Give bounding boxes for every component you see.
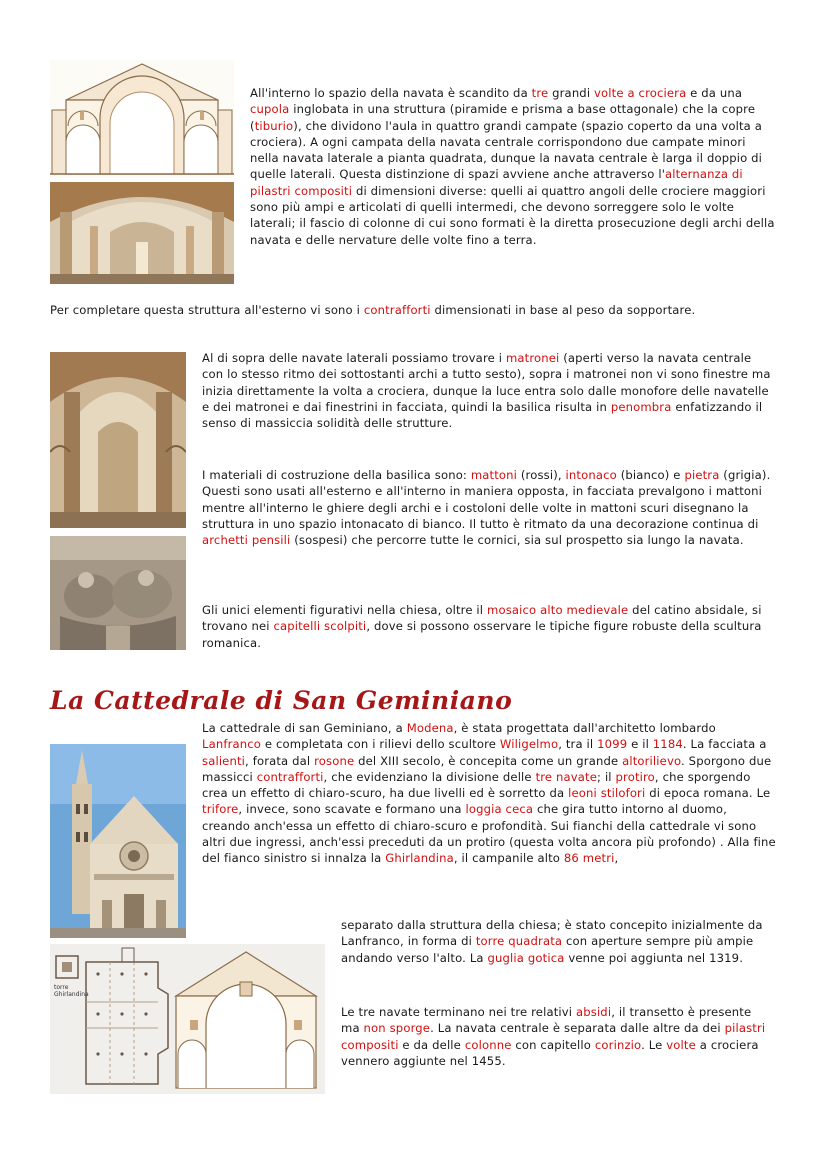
text-segment: . La facciata a [682, 737, 767, 752]
text-segment: del XIII secolo, è concepita come un grande [354, 753, 623, 768]
title-underline [50, 716, 210, 717]
highlighted-term: torre quadrata [475, 934, 563, 949]
text-segment: che gira tutto intorno al duomo, creando anch'essa un effetto di chiaro-scuro e profondità. Sui fianchi della cattedrale vi sono altri due ingressi, anch'essi preceduti da un protiro (questa volta ancora più profondo) . Alla fine del fianco sinistro si innalza la [202, 802, 776, 866]
text-segment: , invece, sono scavate e formano una [238, 802, 466, 817]
highlighted-term: contrafforti [363, 303, 431, 317]
text-segment: ; il [597, 769, 616, 784]
highlighted-term: intonaco [565, 468, 617, 482]
highlighted-term: pilastri compositi [341, 1021, 766, 1052]
text-segment: enfatizzando il senso di massiccia solidità delle strutture. [202, 399, 763, 431]
cathedral-plan-and-section-drawing [50, 944, 325, 1094]
text-segment: , dove si possono osservare le tipiche figure robuste della scultura romanica. [202, 619, 762, 650]
highlighted-term: leoni stilofori [568, 786, 646, 801]
cathedral-paragraph-2 [341, 917, 771, 966]
text-segment: di dimensioni diverse: quelli ai quattro angoli delle crociere maggiori sono più ampi e articolati di quelli intermedi, che devono sorreggere solo le volte laterali; il fascio di colonne di cui sono formati è la diretta prosecuzione degli archi della navata e delle nervature delle volte fino a terra. [250, 183, 775, 247]
text-segment: , è stata progettata dall'architetto lombardo [453, 721, 716, 735]
modena-cathedral-photo [50, 744, 186, 938]
matronei-photo [50, 352, 186, 528]
text-segment: a crociera vennero aggiunte nel 1455. [341, 1037, 759, 1068]
highlighted-term: mosaico alto medievale [487, 603, 629, 617]
highlighted-term: 1184 [652, 737, 683, 752]
text-segment: , che sporgendo crea un effetto di chiaro-scuro, ha due livelli ed è sorretto da [202, 769, 751, 801]
text-segment: grandi [548, 86, 595, 100]
highlighted-term: loggia ceca [465, 802, 534, 817]
text-segment: . La navata centrale è separata dalle altre da dei [430, 1021, 725, 1036]
text-segment: Al di sopra delle navate laterali possiamo trovare i [202, 351, 506, 365]
intro-paragraph-2 [50, 302, 775, 318]
highlighted-term: altorilievo [622, 753, 682, 768]
highlighted-term: archetti pensili [202, 533, 291, 548]
cathedral-paragraph-3 [341, 1004, 771, 1069]
section-title: La Cattedrale di San Geminiano [50, 686, 513, 715]
highlighted-term: Lanfranco [202, 737, 262, 752]
capitello-scolpito-photo [50, 536, 186, 650]
basilica-section-drawing [50, 60, 234, 178]
text-segment: separato dalla struttura della chiesa; è stato concepito inizialmente da Lanfranco, in forma di [341, 918, 763, 949]
text-segment: , il campanile alto [453, 851, 564, 866]
text-segment: e da delle [398, 1037, 465, 1052]
highlighted-term: Wiligelmo [499, 737, 559, 752]
highlighted-term: alternanza di pilastri compositi [250, 167, 743, 198]
highlighted-term: pietra [684, 468, 720, 482]
text-segment: , [614, 851, 619, 866]
text-segment: (grigia). Questi sono usati all'esterno e all'interno in maniera opposta, in facciata prevalgono i mattoni mentre all'interno le ghiere degli archi e i costoloni delle volte in mattoni scuri disegnano la struttura in uno spazio intonacato di bianco. Il tutto è ritmato da una decorazione continua di [202, 468, 771, 531]
highlighted-term: penombra [610, 399, 672, 414]
text-segment: , forata dal [245, 753, 315, 768]
highlighted-term: protiro [615, 769, 655, 784]
text-segment: I materiali di costruzione della basilica sono: [202, 468, 471, 482]
plan-label-ghirlandina: torre Ghirlandina [54, 984, 89, 998]
text-segment: Gli unici elementi figurativi nella chiesa, oltre il [202, 603, 488, 617]
highlighted-term: 1099 [597, 737, 628, 752]
text-segment: . Sporgono due massicci [202, 753, 772, 784]
text-segment: e completata con i rilievi dello scultore [261, 737, 500, 752]
text-segment: (sospesi) che percorre tutte le cornici, sia sul prospetto sia lungo la navata. [290, 533, 744, 548]
text-segment: del catino absidale, si trovano nei [202, 603, 762, 634]
text-segment: Le tre navate terminano nei tre relativi [341, 1005, 576, 1019]
highlighted-term: tre [531, 86, 549, 100]
text-segment: (aperti verso la navata centrale con lo stesso ritmo dei sottostanti archi a tutto sesto), sopra i matronei non vi sono finestre ma inizia direttamente la volta a crociera, dunque la luce entra solo dalle monofore delle navatelle e dei matronei e dai finestrini in facciata, quindi la basilica risulta in [202, 351, 771, 414]
highlighted-term: matronei [505, 351, 560, 365]
text-segment: con capitello [511, 1037, 595, 1052]
intro-paragraph-5 [202, 602, 762, 651]
highlighted-term: rosone [314, 753, 355, 768]
cathedral-paragraph-1 [202, 720, 777, 867]
text-segment: (bianco) e [616, 468, 685, 482]
text-segment: All'interno lo spazio della navata è scandito da [250, 86, 532, 100]
text-segment: e da una [686, 86, 743, 100]
text-segment: dimensionati in base al peso da sopportare. [430, 303, 696, 317]
highlighted-term: corinzio [594, 1037, 642, 1052]
highlighted-term: 86 metri [563, 851, 615, 866]
intro-paragraph-1 [250, 85, 777, 248]
highlighted-term: absidi [575, 1005, 612, 1019]
intro-paragraph-3 [202, 350, 774, 431]
highlighted-term: tre navate [535, 769, 598, 784]
highlighted-term: capitelli scolpiti [273, 619, 367, 634]
text-segment: e il [627, 737, 653, 752]
highlighted-term: mattoni [470, 468, 518, 482]
highlighted-term: cupola [250, 102, 290, 117]
text-segment: . Le [641, 1037, 667, 1052]
text-segment: , che evidenziano la divisione delle [323, 769, 536, 784]
text-segment: La cattedrale di san Geminiano, a [202, 721, 407, 735]
text-segment: Per completare questa struttura all'esterno vi sono i [50, 303, 364, 317]
intro-paragraph-4 [202, 467, 772, 548]
highlighted-term: tiburio [254, 118, 294, 133]
text-segment: di epoca romana. Le [645, 786, 771, 801]
text-segment: (rossi), [517, 468, 566, 482]
highlighted-term: contrafforti [256, 769, 324, 784]
highlighted-term: Modena [406, 721, 454, 735]
highlighted-term: colonne [464, 1037, 512, 1052]
highlighted-term: trifore [202, 802, 239, 817]
text-segment: venne poi aggiunta nel 1319. [564, 950, 744, 965]
highlighted-term: salienti [202, 753, 246, 768]
highlighted-term: guglia gotica [487, 950, 565, 965]
text-segment: , il transetto è presente ma [341, 1005, 752, 1036]
highlighted-term: Ghirlandina [385, 851, 454, 866]
highlighted-term: volte [666, 1037, 696, 1052]
highlighted-term: non sporge [363, 1021, 431, 1036]
text-segment: , tra il [558, 737, 598, 752]
highlighted-term: volte a crociera [594, 86, 687, 100]
text-segment: inglobata in una struttura (piramide e prisma a base ottagonale) che la copre ( [250, 102, 756, 133]
basilica-interior-photo [50, 182, 234, 284]
text-segment: con aperture sempre più ampie andando verso l'alto. La [341, 934, 754, 965]
text-segment: ), che dividono l'aula in quattro grandi campate (spazio coperto da una volta a crociera). A ogni campata della navata centrale corrispondono due campate minori nella navata laterale a pianta quadrata, dunque la navata centrale è larga il doppio di quelle laterali. Questa distinzione di spazi avviene anche attraverso l' [250, 118, 763, 182]
